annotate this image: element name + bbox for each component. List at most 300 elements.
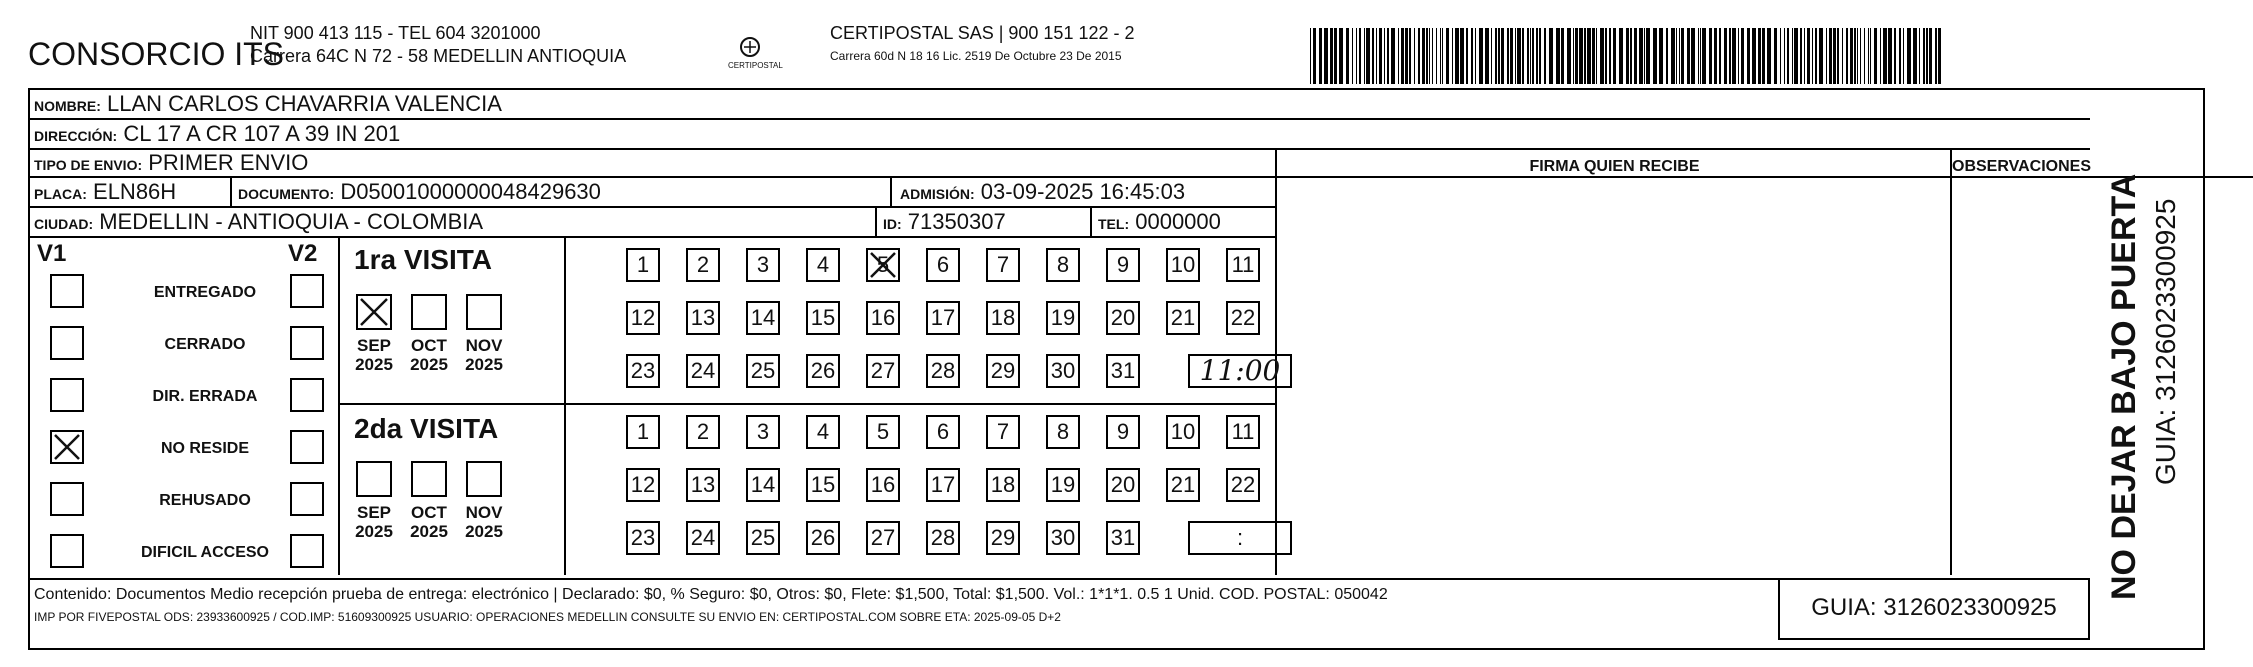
month-checkbox[interactable] xyxy=(411,294,447,330)
status-section xyxy=(30,238,1281,575)
barcode-bar xyxy=(1700,28,1701,84)
day-box[interactable]: 4 xyxy=(806,415,840,449)
barcode-bar xyxy=(1510,28,1513,84)
barcode-bar xyxy=(1929,28,1932,84)
admision-value: 03-09-2025 16:45:03 xyxy=(980,179,1186,204)
barcode-bar xyxy=(1356,28,1357,84)
day-box[interactable]: 9 xyxy=(1106,415,1140,449)
barcode-bar xyxy=(1346,28,1349,84)
barcode-bar xyxy=(1837,28,1839,84)
footer-line1: Contenido: Documentos Medio recepción prueba de entrega: electrónico | Declarado: $0, % Seguro: $0, Otros: $0, Flete: $1,500, Total: $1,500. Vol.: 1*1*1. 0.5 1 Unid. COD. POSTAL: 050042 xyxy=(34,586,1388,603)
day-box[interactable]: 14 xyxy=(746,468,780,502)
day-box[interactable]: 18 xyxy=(986,468,1020,502)
barcode-bar xyxy=(1440,28,1441,84)
day-box[interactable]: 28 xyxy=(926,354,960,388)
barcode-bar xyxy=(1491,28,1492,84)
v1-checkbox[interactable] xyxy=(50,274,84,308)
status-label-text: DIFICIL ACCESO xyxy=(140,544,269,561)
time-box[interactable]: 11:00 xyxy=(1188,354,1292,388)
day-box[interactable]: 19 xyxy=(1046,301,1080,335)
barcode-bar xyxy=(1507,28,1509,84)
barcode-bar xyxy=(1923,28,1925,84)
day-box[interactable]: 31 xyxy=(1106,354,1140,388)
v1-checkbox[interactable] xyxy=(50,326,84,360)
v2-checkbox[interactable] xyxy=(290,274,324,308)
month-label xyxy=(461,503,507,541)
barcode-bar xyxy=(1379,28,1382,84)
barcode-bar xyxy=(1539,28,1541,84)
barcode-bar xyxy=(1894,28,1896,84)
barcode-bar xyxy=(1938,28,1941,84)
day-box[interactable]: 8 xyxy=(1046,248,1080,282)
day-box[interactable]: 3 xyxy=(746,415,780,449)
ciudad-row xyxy=(30,208,1275,238)
barcode-bar xyxy=(1376,28,1377,84)
barcode-bar xyxy=(1556,28,1560,84)
barcode-bar xyxy=(1532,28,1534,84)
day-box[interactable]: 9 xyxy=(1106,248,1140,282)
barcode-bar xyxy=(1549,28,1553,84)
barcode-bar xyxy=(1330,28,1333,84)
second-visit-divider xyxy=(564,405,566,575)
v2-checkbox[interactable] xyxy=(290,378,324,412)
barcode-bar xyxy=(1833,28,1836,84)
v2-label: V2 xyxy=(288,240,318,267)
day-box[interactable]: 5 xyxy=(866,248,900,282)
first-visit-title: 1ra VISITA xyxy=(354,244,492,275)
company-name: CONSORCIO ITS xyxy=(28,36,285,72)
day-box[interactable]: 15 xyxy=(806,468,840,502)
barcode-bar xyxy=(1573,28,1574,84)
barcode-bar xyxy=(1501,28,1504,84)
check-mark-icon xyxy=(52,432,82,462)
day-box[interactable]: 21 xyxy=(1166,468,1200,502)
month-name: SEP xyxy=(356,336,392,355)
day-box[interactable]: 18 xyxy=(986,301,1020,335)
barcode-bar xyxy=(1784,28,1785,84)
day-box[interactable]: 1 xyxy=(626,248,660,282)
barcode-bar xyxy=(1626,28,1629,84)
barcode-bar xyxy=(1888,28,1892,84)
admision-label: ADMISIÓN: xyxy=(900,186,975,202)
day-box[interactable]: 22 xyxy=(1226,301,1260,335)
ciudad-value: MEDELLIN - ANTIOQUIA - COLOMBIA xyxy=(99,209,484,234)
direccion-label: DIRECCIÓN: xyxy=(34,128,118,144)
firma-header: FIRMA QUIEN RECIBE xyxy=(1529,158,1700,175)
month-name: OCT xyxy=(411,503,447,522)
direccion-value: CL 17 A CR 107 A 39 IN 201 xyxy=(123,121,401,146)
barcode-bar xyxy=(1659,28,1663,84)
barcode-bar xyxy=(1587,28,1591,84)
day-box[interactable]: 30 xyxy=(1046,521,1080,555)
month-label xyxy=(351,336,397,374)
day-box[interactable]: 15 xyxy=(806,301,840,335)
month-label xyxy=(406,503,452,541)
documento-value: D05001000000048429630 xyxy=(340,179,601,204)
barcode-bar xyxy=(1767,28,1771,84)
barcode-bar xyxy=(1605,28,1607,84)
first-visit-divider xyxy=(564,238,566,403)
barcode-bar xyxy=(1471,28,1473,84)
day-box[interactable]: 30 xyxy=(1046,354,1080,388)
day-box[interactable]: 26 xyxy=(806,521,840,555)
month-checkbox[interactable] xyxy=(466,461,502,497)
day-box[interactable]: 12 xyxy=(626,468,660,502)
nombre-row xyxy=(30,90,2090,120)
certipostal-info xyxy=(830,22,1135,68)
barcode-bar xyxy=(1485,28,1489,84)
day-box[interactable]: 5 xyxy=(866,415,900,449)
barcode-bar xyxy=(1364,28,1365,84)
barcode-bar xyxy=(1913,28,1917,84)
day-box[interactable]: 23 xyxy=(626,521,660,555)
nit-line: NIT 900 413 115 - TEL 604 3201000 xyxy=(250,23,541,43)
barcode-bar xyxy=(1676,28,1677,84)
barcode-bar xyxy=(1372,28,1374,84)
day-box[interactable]: 22 xyxy=(1226,468,1260,502)
barcode-bar xyxy=(1422,28,1425,84)
month-year: 2025 xyxy=(355,355,393,374)
barcode-bar xyxy=(1567,28,1571,84)
barcode-bar xyxy=(1762,28,1765,84)
day-box[interactable]: 20 xyxy=(1106,468,1140,502)
day-box[interactable]: 24 xyxy=(686,354,720,388)
nombre-value: LLAN CARLOS CHAVARRIA VALENCIA xyxy=(107,91,502,116)
barcode-bar xyxy=(1702,28,1706,84)
barcode-bar xyxy=(1864,28,1865,84)
footer xyxy=(30,578,2090,650)
barcode-bar xyxy=(1899,28,1901,84)
barcode-bar xyxy=(1460,28,1464,84)
barcode-bar xyxy=(1432,28,1433,84)
barcode-bar xyxy=(1619,28,1623,84)
day-box[interactable]: 16 xyxy=(866,301,900,335)
barcode-bar xyxy=(1644,28,1645,84)
v2-checkbox[interactable] xyxy=(290,482,324,516)
month-year: 2025 xyxy=(355,522,393,541)
form-body xyxy=(30,90,2090,575)
barcode-bar xyxy=(1575,28,1578,84)
tel-cell xyxy=(1090,208,1275,236)
barcode xyxy=(1310,28,1946,84)
month-checkbox[interactable] xyxy=(411,461,447,497)
month-label xyxy=(351,503,397,541)
barcode-bar xyxy=(1479,28,1483,84)
barcode-bar xyxy=(1829,28,1832,84)
address-line: Carrera 64C N 72 - 58 MEDELLIN ANTIOQUIA xyxy=(250,46,627,66)
status-label-text: DIR. ERRADA xyxy=(152,388,258,405)
v1-checkbox[interactable] xyxy=(50,482,84,516)
sidebar-guia: GUIA: 3126023300925 xyxy=(2150,198,2181,485)
barcode-bar xyxy=(1868,28,1869,84)
month-checkbox[interactable] xyxy=(356,461,392,497)
barcode-bar xyxy=(1613,28,1616,84)
day-box[interactable]: 8 xyxy=(1046,415,1080,449)
barcode-bar xyxy=(1714,28,1717,84)
day-box[interactable]: 11 xyxy=(1226,248,1260,282)
day-box[interactable]: 2 xyxy=(686,415,720,449)
v1-checkbox[interactable] xyxy=(50,534,84,568)
v1-label: V1 xyxy=(37,240,67,267)
day-box[interactable]: 4 xyxy=(806,248,840,282)
month-checkbox[interactable] xyxy=(356,294,392,330)
day-box[interactable]: 19 xyxy=(1046,468,1080,502)
certi-line2: Carrera 60d N 18 16 Lic. 2519 De Octubre 23 De 2015 xyxy=(830,49,1122,63)
placa-label: PLACA: xyxy=(34,186,87,202)
barcode-bar xyxy=(1334,28,1337,84)
check-mark-icon xyxy=(868,250,898,280)
barcode-bar xyxy=(1579,28,1583,84)
barcode-bar xyxy=(1609,28,1611,84)
v1-checkbox[interactable] xyxy=(50,378,84,412)
barcode-bar xyxy=(1787,28,1789,84)
day-box[interactable]: 7 xyxy=(986,248,1020,282)
barcode-bar xyxy=(1398,28,1399,84)
day-box[interactable]: 25 xyxy=(746,354,780,388)
barcode-bar xyxy=(1401,28,1404,84)
day-box[interactable]: 1 xyxy=(626,415,660,449)
id-value: 71350307 xyxy=(907,209,1006,234)
barcode-bar xyxy=(1679,28,1680,84)
barcode-bar xyxy=(1409,28,1411,84)
barcode-bar xyxy=(1874,28,1877,84)
day-box[interactable]: 17 xyxy=(926,468,960,502)
barcode-bar xyxy=(1794,28,1798,84)
barcode-bar xyxy=(1515,28,1516,84)
logo-icon xyxy=(735,36,765,58)
documento-cell xyxy=(230,178,920,206)
documento-label: DOCUMENTO: xyxy=(238,186,335,202)
v2-checkbox[interactable] xyxy=(290,326,324,360)
barcode-bar xyxy=(1807,28,1810,84)
barcode-bar xyxy=(1339,28,1343,84)
sidebar-warning: NO DEJAR BAJO PUERTA xyxy=(2105,173,2143,600)
month-year: 2025 xyxy=(465,522,503,541)
day-box[interactable]: 21 xyxy=(1166,301,1200,335)
day-box[interactable]: 29 xyxy=(986,354,1020,388)
barcode-bar xyxy=(1313,28,1316,84)
month-name: SEP xyxy=(356,503,392,522)
barcode-bar xyxy=(1366,28,1370,84)
day-box[interactable]: 2 xyxy=(686,248,720,282)
barcode-bar xyxy=(1800,28,1802,84)
barcode-bar xyxy=(1442,28,1443,84)
day-box[interactable]: 20 xyxy=(1106,301,1140,335)
company-info xyxy=(250,22,626,68)
barcode-bar xyxy=(1842,28,1843,84)
placa-value: ELN86H xyxy=(93,179,177,204)
barcode-bar xyxy=(1860,28,1861,84)
barcode-bar xyxy=(1517,28,1521,84)
barcode-bar xyxy=(1666,28,1668,84)
barcode-bar xyxy=(1319,28,1322,84)
barcode-bar xyxy=(1752,28,1756,84)
footer-line2: IMP POR FIVEPOSTAL ODS: 23933600925 / COD.IMP: 51609300925 USUARIO: OPERACIONES MEDELLIN CONSULTE SU ENVIO EN: CERTIPOSTAL.COM SOBRE ETA: 2025-09-05 D+2 xyxy=(34,610,1061,624)
first-visit xyxy=(340,238,1281,405)
day-box[interactable]: 24 xyxy=(686,521,720,555)
barcode-bar xyxy=(1854,28,1856,84)
barcode-bar xyxy=(1544,28,1546,84)
barcode-bar xyxy=(1724,28,1727,84)
barcode-bar xyxy=(1691,28,1695,84)
barcode-bar xyxy=(1646,28,1650,84)
status-label-text: NO RESIDE xyxy=(160,440,249,457)
barcode-bar xyxy=(1405,28,1408,84)
certipostal-logo xyxy=(728,36,783,70)
second-visit xyxy=(340,405,1275,575)
month-checkbox[interactable] xyxy=(466,294,502,330)
tel-label: TEL: xyxy=(1098,216,1130,232)
day-box[interactable]: 13 xyxy=(686,301,720,335)
v1-checkbox[interactable] xyxy=(50,430,84,464)
barcode-bar xyxy=(1452,28,1453,84)
day-box[interactable]: 29 xyxy=(986,521,1020,555)
month-year: 2025 xyxy=(410,355,448,374)
day-box[interactable]: 7 xyxy=(986,415,1020,449)
check-mark-icon xyxy=(358,296,390,328)
day-box[interactable]: 14 xyxy=(746,301,780,335)
barcode-bar xyxy=(1729,28,1731,84)
nombre-label: NOMBRE: xyxy=(34,98,101,114)
barcode-bar xyxy=(1446,28,1449,84)
certi-line1: CERTIPOSTAL SAS | 900 151 122 - 2 xyxy=(830,23,1135,43)
direccion-row xyxy=(30,120,2090,150)
status-label-text: CERRADO xyxy=(164,336,246,353)
barcode-bar xyxy=(1826,28,1827,84)
barcode-bar xyxy=(1600,28,1604,84)
day-box[interactable]: 6 xyxy=(926,248,960,282)
tipo-label: TIPO DE ENVIO: xyxy=(34,157,143,173)
barcode-bar xyxy=(1522,28,1524,84)
barcode-bar xyxy=(1732,28,1736,84)
barcode-bar xyxy=(1634,28,1637,84)
day-box[interactable]: 31 xyxy=(1106,521,1140,555)
barcode-bar xyxy=(1429,28,1430,84)
barcode-bar xyxy=(1414,28,1415,84)
signature-area[interactable] xyxy=(1277,180,1950,573)
day-box[interactable]: 27 xyxy=(866,521,900,555)
barcode-bar xyxy=(1780,28,1781,84)
barcode-bar xyxy=(1919,28,1920,84)
admision-cell xyxy=(890,178,1275,206)
day-box[interactable]: 26 xyxy=(806,354,840,388)
observaciones-header: OBSERVACIONES xyxy=(1952,158,2091,175)
status-label-text: REHUSADO xyxy=(159,492,251,509)
second-visit-title: 2da VISITA xyxy=(354,413,499,444)
barcode-bar xyxy=(1596,28,1597,84)
barcode-bar xyxy=(1857,28,1858,84)
barcode-bar xyxy=(1935,28,1937,84)
barcode-bar xyxy=(1815,28,1817,84)
day-box[interactable]: 12 xyxy=(626,301,660,335)
barcode-bar xyxy=(1536,28,1538,84)
month-label xyxy=(461,336,507,374)
barcode-bar xyxy=(1671,28,1675,84)
barcode-bar xyxy=(1455,28,1459,84)
status-label-text: ENTREGADO xyxy=(153,284,257,301)
barcode-bar xyxy=(1792,28,1793,84)
barcode-bar xyxy=(1687,28,1690,84)
v2-checkbox[interactable] xyxy=(290,534,324,568)
barcode-bar xyxy=(1495,28,1497,84)
barcode-bar xyxy=(1870,28,1871,84)
barcode-bar xyxy=(1436,28,1437,84)
barcode-bar xyxy=(1804,28,1805,84)
barcode-bar xyxy=(1592,28,1595,84)
barcode-bar xyxy=(1466,28,1468,84)
barcode-bar xyxy=(1324,28,1328,84)
barcode-bar xyxy=(1387,28,1389,84)
time-box[interactable]: : xyxy=(1188,521,1292,555)
barcode-bar xyxy=(1639,28,1643,84)
barcode-bar xyxy=(1384,28,1385,84)
barcode-bar xyxy=(1850,28,1853,84)
barcode-bar xyxy=(1738,28,1739,84)
month-year: 2025 xyxy=(410,522,448,541)
barcode-bar xyxy=(1774,28,1777,84)
day-box[interactable]: 16 xyxy=(866,468,900,502)
day-box[interactable]: 28 xyxy=(926,521,960,555)
barcode-bar xyxy=(1741,28,1744,84)
logo-text: CERTIPOSTAL xyxy=(728,61,783,70)
barcode-bar xyxy=(1709,28,1712,84)
footer-guia: GUIA: 3126023300925 xyxy=(1778,580,2090,640)
ciudad-label: CIUDAD: xyxy=(34,216,94,232)
barcode-bar xyxy=(1653,28,1657,84)
v2-checkbox[interactable] xyxy=(290,430,324,464)
barcode-bar xyxy=(1310,28,1311,84)
day-box[interactable]: 10 xyxy=(1166,248,1200,282)
month-year: 2025 xyxy=(465,355,503,374)
barcode-bar xyxy=(1352,28,1353,84)
day-box[interactable]: 27 xyxy=(866,354,900,388)
day-box[interactable]: 10 xyxy=(1166,415,1200,449)
barcode-bar xyxy=(1698,28,1699,84)
observations-area[interactable] xyxy=(1952,180,2088,573)
barcode-bar xyxy=(1418,28,1420,84)
barcode-bar xyxy=(1846,28,1848,84)
day-box[interactable]: 23 xyxy=(626,354,660,388)
barcode-bar xyxy=(1907,28,1911,84)
barcode-bar xyxy=(1883,28,1887,84)
barcode-bar xyxy=(1819,28,1823,84)
day-box[interactable]: 13 xyxy=(686,468,720,502)
month-label xyxy=(406,336,452,374)
day-box[interactable]: 17 xyxy=(926,301,960,335)
id-cell xyxy=(875,208,1120,236)
barcode-bar xyxy=(1527,28,1529,84)
barcode-bar xyxy=(1926,28,1928,84)
day-box[interactable]: 11 xyxy=(1226,415,1260,449)
day-box[interactable]: 3 xyxy=(746,248,780,282)
barcode-bar xyxy=(1561,28,1564,84)
barcode-bar xyxy=(1903,28,1904,84)
barcode-bar xyxy=(1747,28,1750,84)
id-label: ID: xyxy=(883,216,902,232)
barcode-bar xyxy=(1475,28,1476,84)
day-box[interactable]: 25 xyxy=(746,521,780,555)
barcode-bar xyxy=(1530,28,1531,84)
tipo-value: PRIMER ENVIO xyxy=(148,150,309,175)
day-box[interactable]: 6 xyxy=(926,415,960,449)
barcode-bar xyxy=(1758,28,1761,84)
barcode-bar xyxy=(1812,28,1813,84)
barcode-bar xyxy=(1359,28,1361,84)
tel-value: 0000000 xyxy=(1135,209,1221,234)
barcode-bar xyxy=(1498,28,1500,84)
month-name: NOV xyxy=(465,336,503,355)
barcode-bar xyxy=(1426,28,1428,84)
